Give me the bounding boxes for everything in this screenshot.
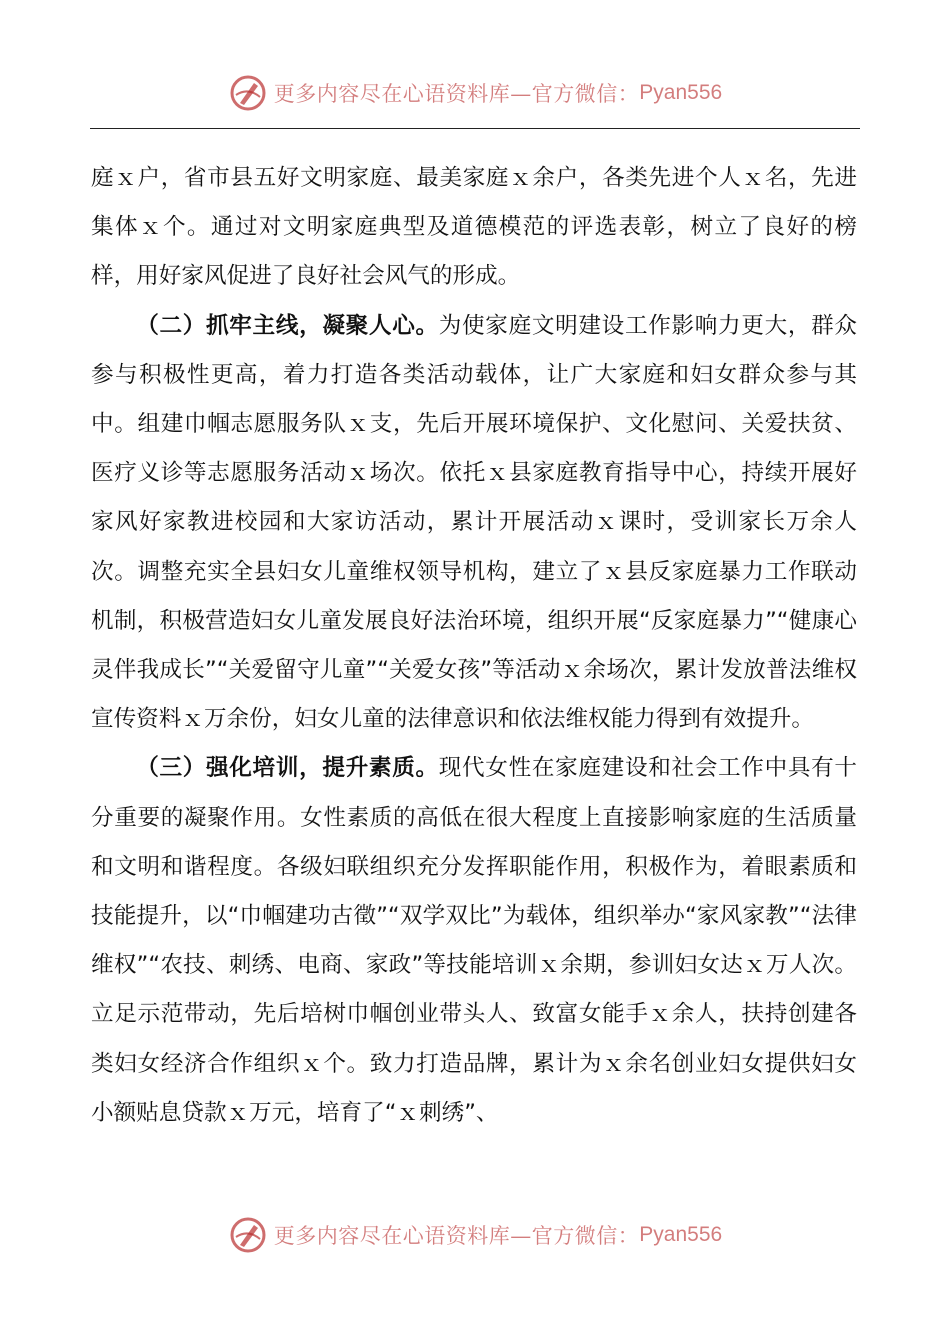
watermark-id: Pyan556: [639, 81, 723, 104]
watermark-id: Pyan556: [639, 1223, 723, 1246]
section-heading: （二）抓牢主线，凝聚人心。: [136, 312, 439, 339]
watermark-text: 更多内容尽在心语资料库—官方微信：: [273, 1224, 640, 1248]
paragraph-text: 庭ｘ户，省市县五好文明家庭、最美家庭ｘ余户，各类先进个人ｘ名，先进集体ｘ个。通过对文明家庭典型及道德模范的评选表彰，树立了良好的榜样，用好家风促进了良好社会风气的形成。: [91, 165, 857, 290]
pen-logo-icon: [228, 73, 268, 113]
header-divider: [90, 128, 860, 129]
paragraph-section-3: [91, 744, 857, 1138]
watermark-text: 更多内容尽在心语资料库—官方微信：: [273, 82, 640, 106]
paragraph-text: 现代女性在家庭建设和社会工作中具有十分重要的凝聚作用。女性素质的高低在很大程度上直接影响家庭的生活质量和文明和谐程度。各级妇联组织充分发挥职能作用，积极作为，着眼素质和技能提升，以“巾帼建功古徵”“双学双比”为载体，组织举办“家风家教”“法律维权”“农技、刺绣、电商、家政”等技能培训ｘ余期，参训妇女达ｘ万人次。立足示范带动，先后培树巾帼创业带头人、致富女能手ｘ余人，扶持创建各类妇女经济合作组织ｘ个。致力打造品牌，累计为ｘ余名创业妇女提供妇女小额贴息贷款ｘ万元，培育了“ｘ刺绣”、: [91, 755, 858, 1126]
section-heading: （三）强化培训，提升素质。: [136, 755, 439, 782]
page-footer: [0, 1212, 950, 1258]
paragraph-text: 为使家庭文明建设工作影响力更大，群众参与积极性更高，着力打造各类活动载体，让广大家庭和妇女群众参与其中。组建巾帼志愿服务队ｘ支，先后开展环境保护、文化慰问、关爱扶贫、医疗义诊等志愿服务活动ｘ场次。依托ｘ县家庭教育指导中心，持续开展好家风好家教进校园和大家访活动，累计开展活动ｘ课时，受训家长万余人次。调整充实全县妇女儿童维权领导机构，建立了ｘ县反家庭暴力工作联动机制，积极营造妇女儿童发展良好法治环境，组织开展“反家庭暴力”“健康心灵伴我成长”“关爱留守儿童”“关爱女孩”等活动ｘ余场次，累计发放普法维权宣传资料ｘ万余份，妇女儿童的法律意识和依法维权能力得到有效提升。: [91, 312, 858, 733]
document-body: [91, 154, 857, 1138]
page-header: [0, 70, 950, 116]
paragraph-continued: [91, 154, 857, 302]
pen-logo-icon: [228, 1215, 268, 1255]
paragraph-section-2: [91, 302, 857, 745]
